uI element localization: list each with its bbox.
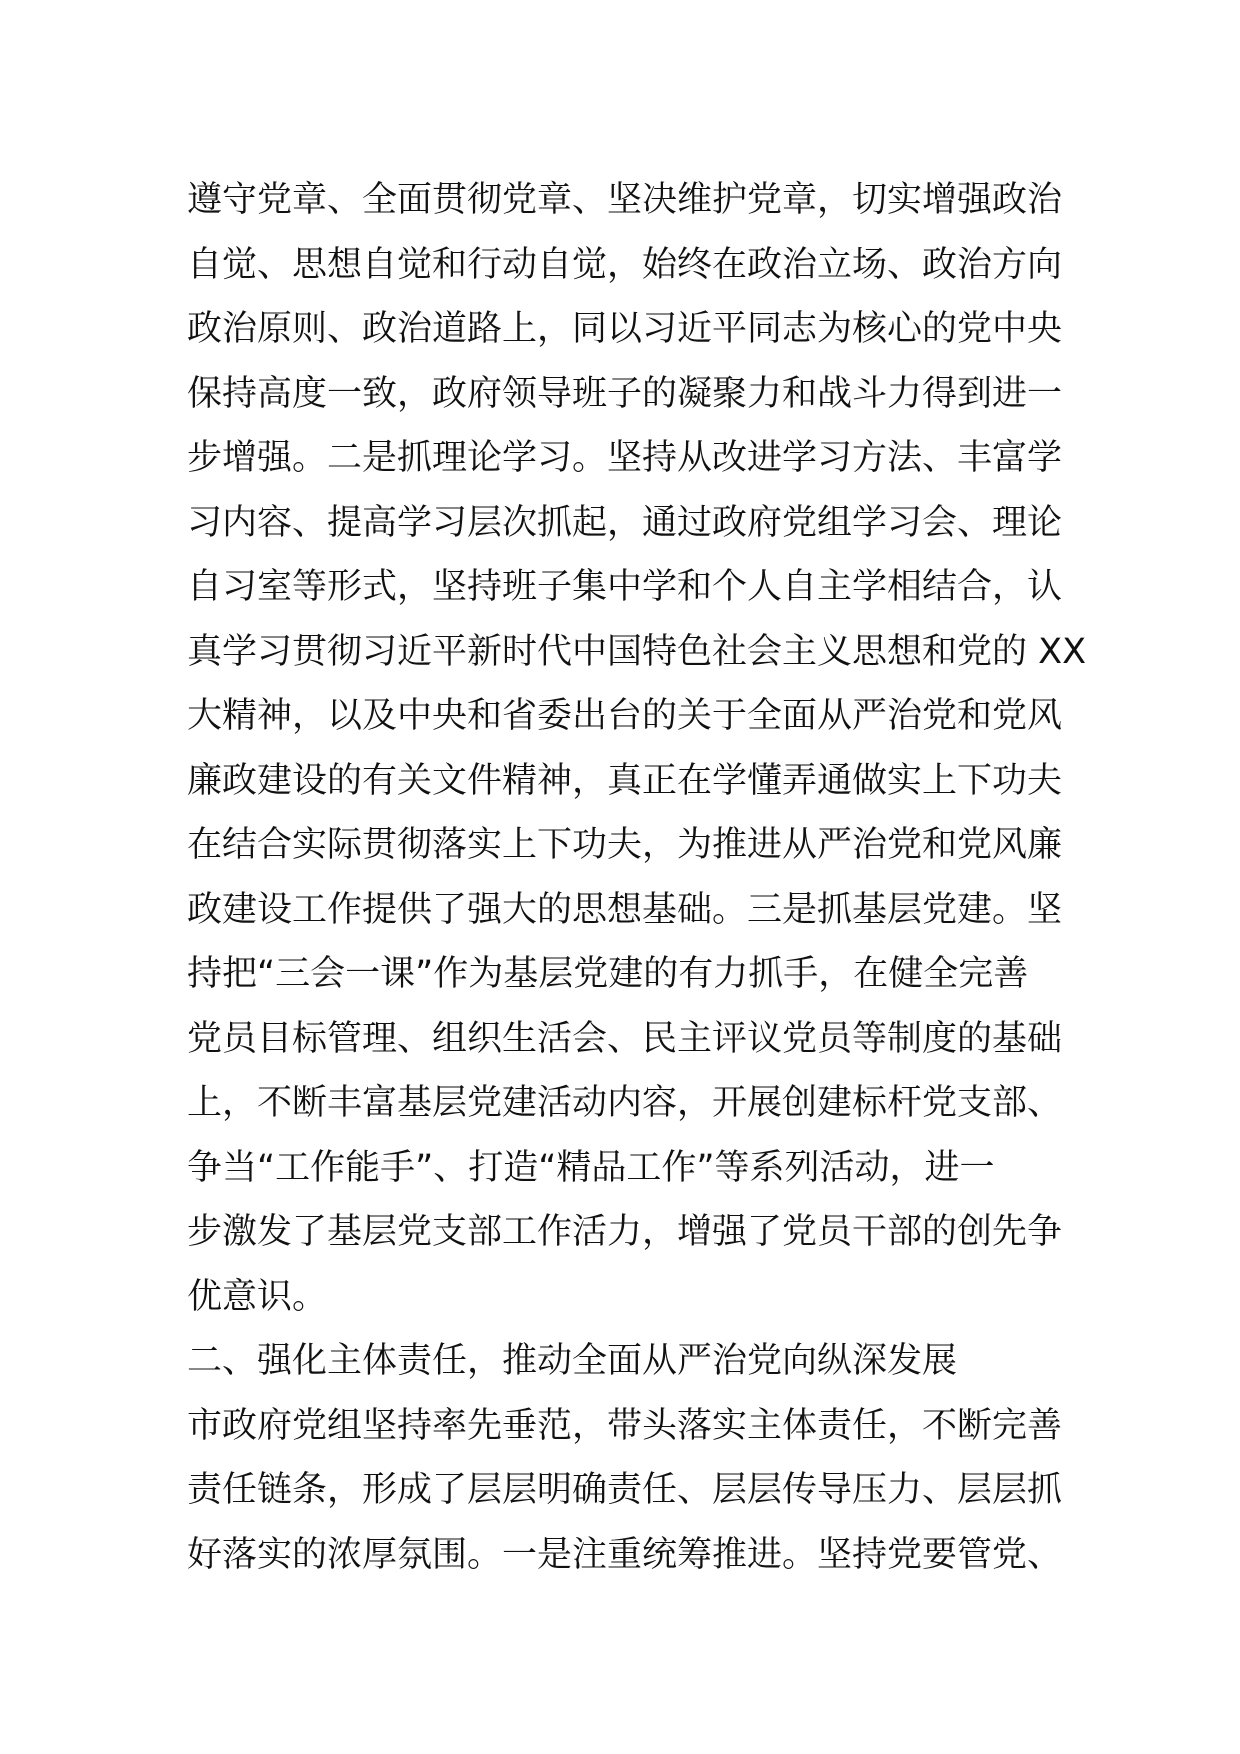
text-line: 在结合实际贯彻落实上下功夫，为推进从严治党和党风廉 bbox=[187, 825, 1063, 865]
text-line: 党员目标管理、组织生活会、民主评议党员等制度的基础 bbox=[187, 1018, 1063, 1059]
document-body bbox=[187, 168, 1087, 1587]
text-line: 自觉、思想自觉和行动自觉，始终在政治立场、政治方向 bbox=[187, 244, 1063, 285]
text-line: 市政府党组坚持率先垂范，带头落实主体责任，不断完善 bbox=[187, 1405, 1063, 1446]
text-line: 廉政建设的有关文件精神，真正在学懂弄通做实上下功夫 bbox=[187, 760, 1063, 801]
text-line: 政建设工作提供了强大的思想基础。三是抓基层党建。坚 bbox=[187, 889, 1063, 930]
text-line: 遵守党章、全面贯彻党章、坚决维护党章，切实增强政治 bbox=[187, 180, 1063, 220]
text-line: 争当“工作能手”、打造“精品工作”等系列活动，进一 bbox=[187, 1147, 995, 1188]
text-line: 政治原则、政治道路上，同以习近平同志为核心的党中央 bbox=[187, 309, 1063, 349]
section-heading: 二、强化主体责任，推动全面从严治党向纵深发展 bbox=[187, 1341, 958, 1381]
text-line: 优意识。 bbox=[187, 1276, 328, 1317]
text-line: 真学习贯彻习近平新时代中国特色社会主义思想和党的 XX bbox=[187, 631, 1087, 672]
text-line: 持把“三会一课”作为基层党建的有力抓手，在健全完善 bbox=[187, 954, 1029, 994]
text-line: 步增强。二是抓理论学习。坚持从改进学习方法、丰富学 bbox=[187, 438, 1063, 478]
text-line: 习内容、提高学习层次抓起，通过政府党组学习会、理论 bbox=[187, 502, 1063, 543]
text-line: 好落实的浓厚氛围。一是注重统筹推进。坚持党要管党、 bbox=[187, 1534, 1063, 1575]
text-line: 上，不断丰富基层党建活动内容，开展创建标杆党支部、 bbox=[187, 1083, 1063, 1123]
text-line: 保持高度一致，政府领导班子的凝聚力和战斗力得到进一 bbox=[187, 373, 1063, 414]
text-line: 步激发了基层党支部工作活力，增强了党员干部的创先争 bbox=[187, 1212, 1063, 1252]
text-line: 大精神，以及中央和省委出台的关于全面从严治党和党风 bbox=[187, 696, 1063, 736]
text-line: 责任链条，形成了层层明确责任、层层传导压力、层层抓 bbox=[187, 1470, 1063, 1510]
text-line: 自习室等形式，坚持班子集中学和个人自主学相结合，认 bbox=[187, 567, 1063, 607]
